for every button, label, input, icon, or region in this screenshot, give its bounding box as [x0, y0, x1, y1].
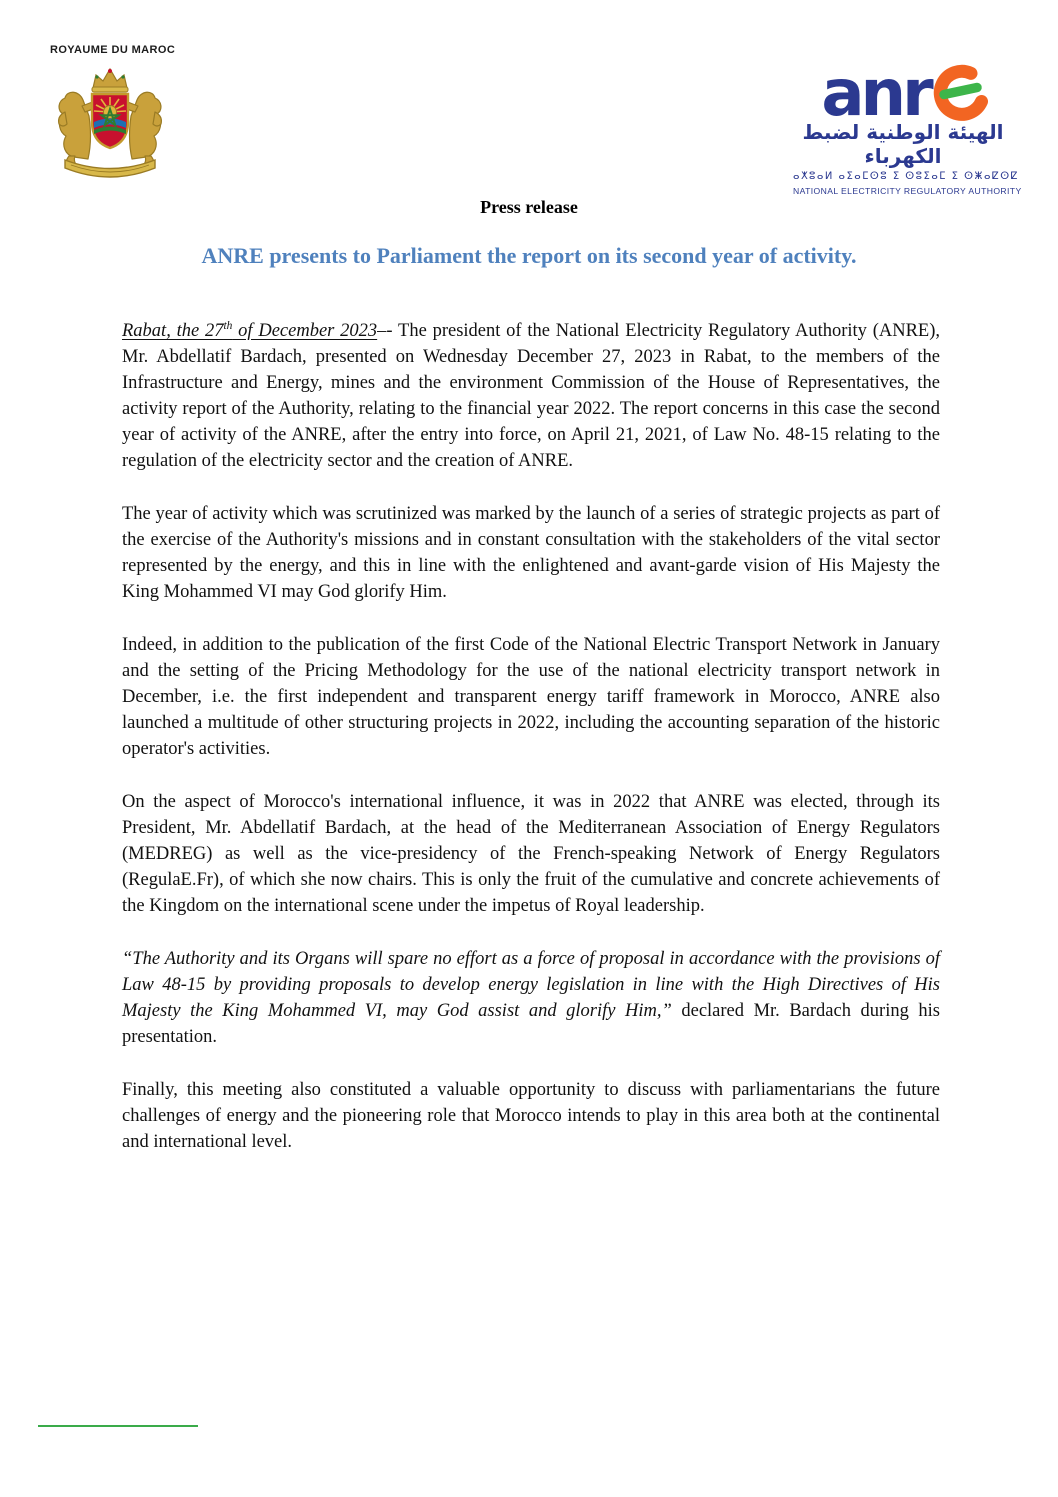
anre-logo — [793, 57, 1022, 196]
kingdom-label: ROYAUME DU MAROC — [50, 44, 176, 56]
anre-tifinagh-name: ⴰⵅⵓⴰⵍ ⴰⵉⴰⵎⵙⵓ ⵉ ⵙⵓⵉⴰⵎ ⵉ ⵙⵥⴰⵇⵙⵇ — [793, 171, 1019, 182]
document-title: ANRE presents to Parliament the report on its second year of activity. — [201, 243, 857, 268]
anre-logo-e-icon — [931, 64, 985, 118]
anre-wordmark-letters: anr — [821, 57, 930, 131]
anre-arabic-name: الهيئة الوطنية لضبط الكهرباء — [802, 120, 1004, 168]
paragraph-4: On the aspect of Morocco's international influence, it was in 2022 that ANRE was elected, through its President, Mr. Abdellatif Bardach, at the head of the Mediterranean Association of Energy Regulators (MEDREG) as well as the vice-presidency of the French-speaking Network of Energy Regulators (RegulaE.Fr), of which she now chairs. This is only the fruit of the cumulative and concrete achievements of the Kingdom on the international scene under the impetus of Royal leadership. — [122, 792, 940, 916]
paragraph-6: Finally, this meeting also constituted a valuable opportunity to discuss with parliamentarians the future challenges of energy and the pioneering role that Morocco intends to play in this area both at the continental and international level. — [122, 1080, 940, 1152]
quote-attribution: declared Mr. Bardach during his presentation. — [122, 1001, 940, 1047]
quote-text: “The Authority and its Organs will spare no effort as a force of proposal in accordance with the provisions of Law 48-15 by providing proposals to develop energy legislation in line with the High Directives of His Majesty the King Mohammed VI, may God assist and glorify Him,” — [122, 949, 940, 1021]
paragraph-1-text: The president of the National Electricity Regulatory Authority (ANRE), Mr. Abdellatif Bardach, presented on Wednesday December 27, 2023 in Rabat, to the members of the Infrastructure and Energy, mines and the environment Commission of the House of Representatives, the activity report of the Authority, relating to the financial year 2022. The report concerns in this case the second year of activity of the ANRE, after the entry into force, on April 21, 2021, of Law No. 48-15 relating to the regulation of the electricity sector and the creation of ANRE. — [122, 321, 941, 471]
morocco-coat-of-arms-icon — [52, 60, 168, 184]
anre-wordmark — [793, 57, 1013, 131]
paragraph-2: The year of activity which was scrutinized was marked by the launch of a series of strategic projects as part of the exercise of the Authority's missions and in constant consultation with the stakeholders of the vital sector represented by the energy, and this in line with the enlightened and avant-garde vision of His Majesty the King Mohammed VI may God glorify Him. — [122, 504, 940, 602]
anre-english-name: NATIONAL ELECTRICITY REGULATORY AUTHORITY — [793, 186, 1022, 196]
paragraph-3: Indeed, in addition to the publication of the first Code of the National Electric Transport Network in January and the setting of the Pricing Methodology for the use of the national electricity transport network in December, i.e. the first independent and transparent energy tariff framework in Morocco, ANRE also launched a multitude of other structuring projects in 2022, including the accounting separation of the historic operator's activities. — [122, 635, 940, 759]
dateline-ordinal-suffix: th — [223, 319, 233, 332]
dateline: Rabat, the 27th of December 2023 — [122, 319, 378, 341]
press-release-kicker: Press release — [480, 197, 578, 217]
paragraph-5 — [122, 946, 940, 1050]
document-body — [122, 318, 940, 1182]
dateline-dashes: –- — [377, 321, 393, 341]
paragraph-1 — [122, 318, 940, 474]
footer-rule — [38, 1425, 198, 1427]
